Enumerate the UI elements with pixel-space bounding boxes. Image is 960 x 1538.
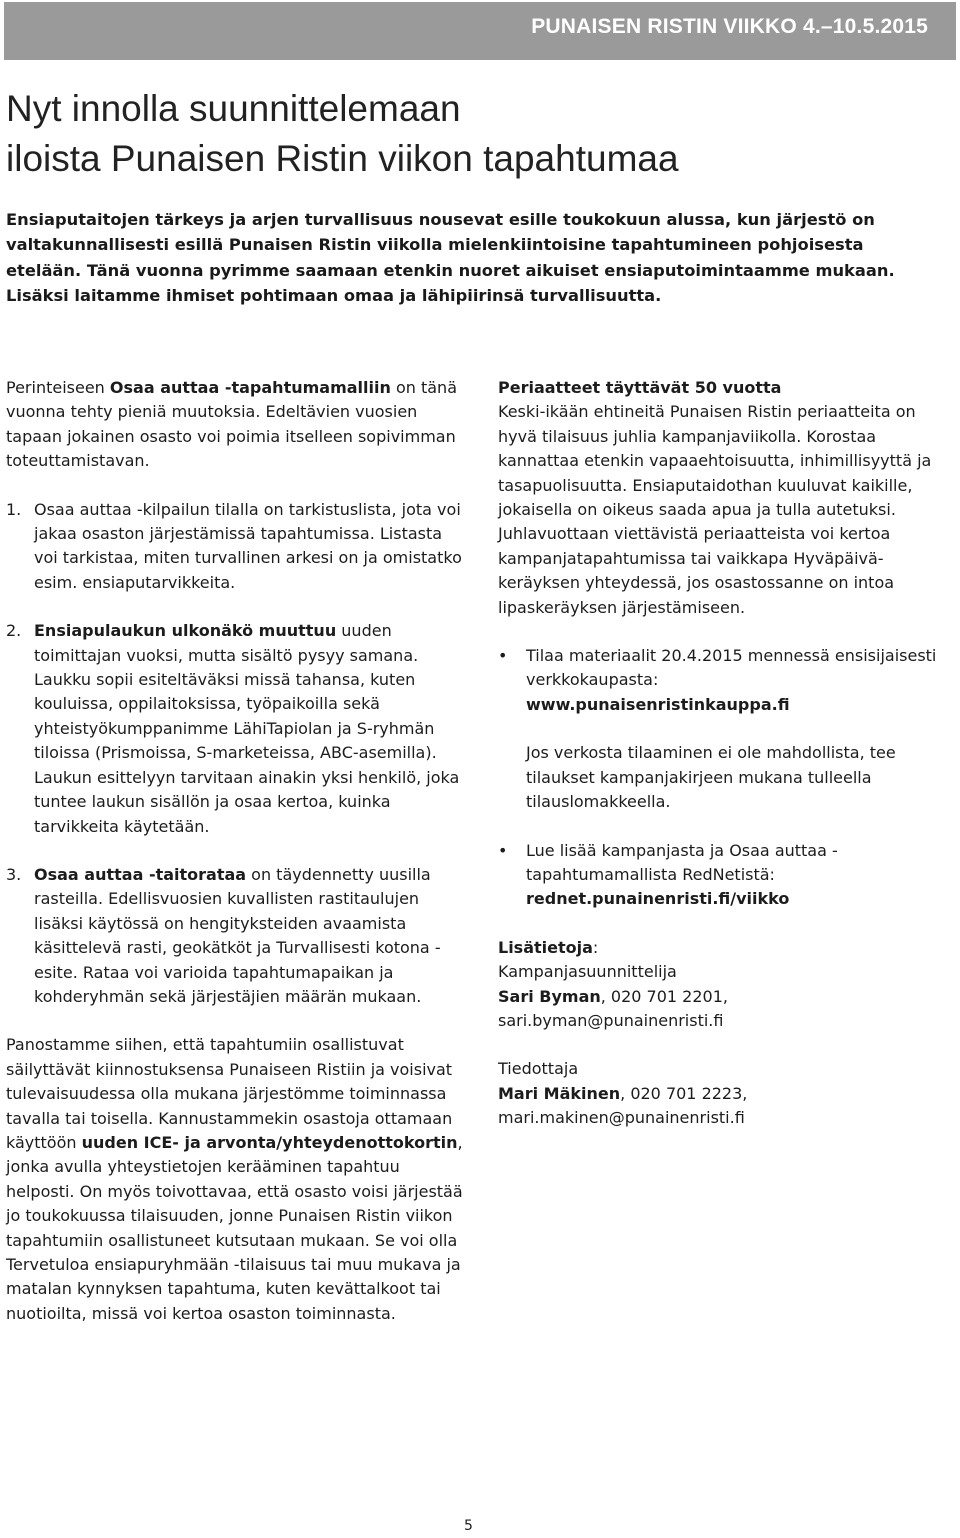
title-line-2: iloista Punaisen Ristin viikon tapahtumaa [6,138,679,179]
page-number: 5 [464,1518,473,1534]
list-rest: on täydennetty uusilla rasteilla. Edellisvuosien kuvallisten rastitaulujen lisäksi käytössä on hengityksteiden avaamista käsittelevä rasti, geokätköt ja Turvallisesti kotona -esite. Rataa voi varioida tapahtumapaikan ja kohderyhmän sekä järjestäjien määrän mukaan. [34,864,441,1006]
bullet-body [526,644,954,814]
bullet-icon: • [498,840,508,860]
list-number: 2. [6,621,22,641]
contacts-block [498,936,954,1131]
bullet-text: Tilaa materiaalit 20.4.2015 mennessä ensisijaisesti verkkokaupasta: [526,646,937,690]
bullet-icon: • [498,646,508,666]
intro-text: Perinteiseen [6,378,110,397]
closing-text: Panostamme siihen, että tapahtumiin osallistuvat säilyttävät kiinnostuksensa Punaiseen Ristiin ja voisivat tulevaisuudessa olla mukana järjestömme toiminnassa tavalla tai toisella. Kannustammekin osastoja ottamaan käyttöön [6,1035,453,1152]
closing-rest: , jonka avulla yhteystietojen kerääminen tapahtuu helposti. On myös toivottavaa, että osasto voisi järjestää jo toukokuussa tilaisuuden, jonne Punaisen Ristin viikon tapahtumiin osallistuneet kutsutaan mukaan. Se voi olla Tervetuloa ensiapuryhmään -tilaisuus tai muu mukava ja matalan kynnyksen tapahtuma, kuten kevättalkoot tai nuotioilta, missä voi kertoa osaston toiminnasta. [6,1132,463,1323]
contacts-heading [498,936,954,960]
list-text [34,863,468,1009]
list-item-1 [6,498,468,596]
contact-1-role: Kampanjasuunnittelija [498,962,677,982]
section-heading: Periaatteet täyttävät 50 vuotta [498,378,782,397]
title-line-1: Nyt innolla suunnittelemaan [6,88,461,129]
list-bold: Osaa auttaa -taitorataa [34,864,247,884]
rednet-link[interactable]: rednet.punainenristi.fi/viikko [526,889,790,909]
contact-2-phone: , 020 701 2223, [620,1083,748,1103]
closing-paragraph [6,1033,468,1326]
contact-1-email[interactable]: sari.byman@punainenristi.fi [498,1010,724,1030]
intro-rest: on tänä vuonna tehty pieniä muutoksia. Edeltävien vuosien tapaan jokainen osasto voi poimia itselleen sopivimman toteuttamistavan. [6,378,457,471]
spacer [498,912,954,936]
bullet-text: Lue lisää kampanjasta ja Osaa auttaa -tapahtumamallista RedNetistä: [526,840,838,884]
shop-link[interactable]: www.punaisenristinkauppa.fi [526,694,790,714]
intro-bold: Osaa auttaa -tapahtumamalliin [109,378,391,397]
contact-2-line [498,1082,954,1106]
contact-2-role: Tiedottaja [498,1059,579,1079]
page-title [6,84,946,184]
contacts-heading-text: Lisätietoja [498,937,593,957]
principles-paragraph: Keski-ikään ehtineitä Punaisen Ristin periaatteita on hyvä tilaisuus juhlia kampanjaviikolla. Korostaa kannattaa etenkin vapaaehtoisuutta, inhimillisyyttä ja tasapuolisuutta. Ensiaputaidothan kuuluvat kaikille, jokaisella on oikeus saada apua ja tulla autetuksi. Juhlavuottaan viettävistä periaatteista voi kertoa kampanjatapahtumissa tai vaikkapa Hyväpäivä-keräyksen yhteydessä, jos osastossanne on intoa lipaskeräyksen järjestämiseen. [498,402,932,617]
closing-bold: uuden ICE- ja arvonta/yhteydenottokortin [81,1132,458,1152]
contact-1-line [498,985,954,1009]
right-column [498,376,954,1131]
bullet-body [526,839,954,912]
bullet-order-materials [498,644,954,814]
intro-paragraph [6,376,468,474]
contact-2-name: Mari Mäkinen [498,1083,621,1103]
list-item-2 [6,619,468,839]
list-number: 1. [6,499,22,519]
left-column [6,376,468,1326]
contacts-colon: : [592,937,599,957]
list-bold: Ensiapulaukun ulkonäkö muuttuu [34,621,337,641]
list-item-3 [6,863,468,1009]
banner-title: PUNAISEN RISTIN VIIKKO 4.–10.5.2015 [531,15,928,38]
list-rest: uuden toimittajan vuoksi, mutta sisältö pysyy samana. Laukku sopii esiteltäväksi missä tahansa, kuten kouluissa, oppilaitoksissa, työpaikoilla sekä yhteistyökumppanimme LähiTapiolan ja S-ryhmän tiloissa (Prismoissa, S-marketeissa, ABC-asemilla). Laukun esittelyyn tarvitaan ainakin yksi henkilö, joka tuntee laukun sisällön ja osaa kertoa, kuinka tarvikkeita käytetään. [34,621,460,836]
bullet-note: Jos verkosta tilaaminen ei ole mahdollista, tee tilaukset kampanjakirjeen mukana tulleella tilauslomakkeella. [526,743,896,812]
contact-1-phone: , 020 701 2201, [600,986,728,1006]
lead-paragraph: Ensiaputaitojen tärkeys ja arjen turvallisuus nousevat esille toukokuun alussa, kun järjestö on valtakunnallisesti esillä Punaisen Ristin viikolla mielenkiintoisine tapahtumineen pohjoisesta etelään. Tänä vuonna pyrimme saamaan etenkin nuoret aikuiset ensiaputoimintaamme mukaan. Lisäksi laitamme ihmiset pohtimaan omaa ja lähipiirinsä turvallisuutta. [6,210,895,306]
spacer [498,1033,954,1057]
list-text [34,619,468,839]
header-banner [4,2,956,60]
contact-2-email[interactable]: mari.makinen@punainenristi.fi [498,1108,745,1128]
spacer [526,717,954,741]
contact-1-name: Sari Byman [498,986,601,1006]
bullet-read-more [498,839,954,912]
list-text: Osaa auttaa -kilpailun tilalla on tarkistuslista, jota voi jakaa osaston järjestämissä tapahtumissa. Listasta voi tarkistaa, miten turvallinen arkesi on ja omistatko esim. ensiaputarvikkeita. [34,499,462,592]
list-number: 3. [6,864,22,884]
